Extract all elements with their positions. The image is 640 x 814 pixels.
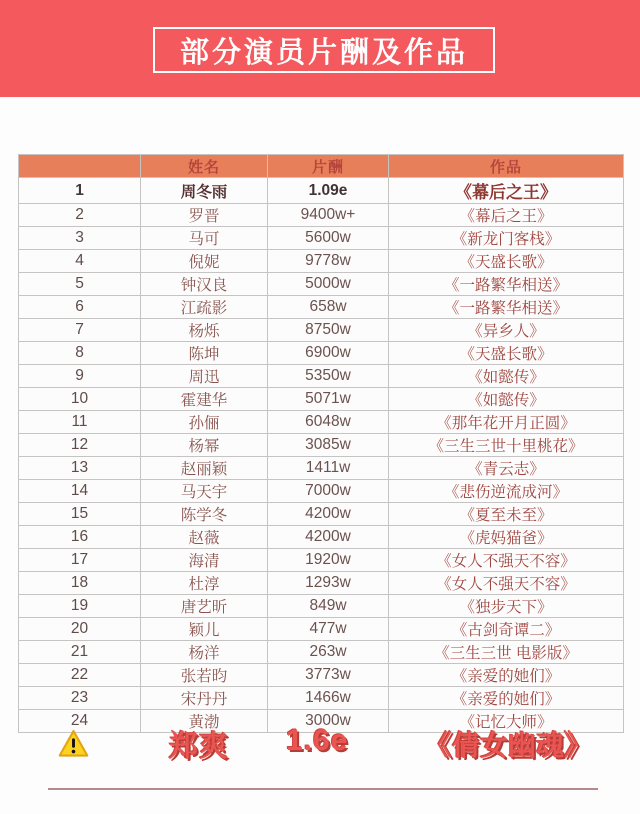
cell-name: 赵薇: [141, 526, 268, 549]
table-row: [19, 549, 624, 572]
cell-rank: 5: [19, 273, 141, 296]
table-body: [19, 178, 624, 733]
cell-name: 钟汉良: [141, 273, 268, 296]
cell-name: 罗晋: [141, 204, 268, 227]
cell-works: 《天盛长歌》: [389, 250, 624, 273]
cell-salary: 1411w: [268, 457, 389, 480]
cell-salary: 7000w: [268, 480, 389, 503]
cell-works: 《如懿传》: [389, 388, 624, 411]
cell-name: 马可: [141, 227, 268, 250]
cell-salary: 1466w: [268, 687, 389, 710]
table-row: [19, 641, 624, 664]
cell-name: 倪妮: [141, 250, 268, 273]
cell-salary: 6048w: [268, 411, 389, 434]
cell-salary: 3000w: [268, 710, 389, 733]
cell-rank: 20: [19, 618, 141, 641]
cell-salary: 3773w: [268, 664, 389, 687]
cell-works: 《三生三世 电影版》: [389, 641, 624, 664]
cell-rank: 21: [19, 641, 141, 664]
footer-actor-name: 郑爽: [169, 731, 230, 763]
cell-salary: 1293w: [268, 572, 389, 595]
cell-works: 《悲伤逆流成河》: [389, 480, 624, 503]
cell-name: 唐艺昕: [141, 595, 268, 618]
cell-rank: 11: [19, 411, 141, 434]
table-row: [19, 342, 624, 365]
table-row: [19, 434, 624, 457]
cell-rank: 22: [19, 664, 141, 687]
bottom-divider: [48, 788, 598, 790]
cell-name: 陈坤: [141, 342, 268, 365]
cell-salary: 5600w: [268, 227, 389, 250]
cell-rank: 3: [19, 227, 141, 250]
cell-name: 周迅: [141, 365, 268, 388]
table-row: [19, 178, 624, 204]
cell-name: 杨幂: [141, 434, 268, 457]
table-row: [19, 227, 624, 250]
header-row: [19, 155, 624, 178]
cell-works: 《一路繁华相送》: [389, 296, 624, 319]
cell-salary: 849w: [268, 595, 389, 618]
table-row: [19, 411, 624, 434]
cell-works: 《虎妈猫爸》: [389, 526, 624, 549]
cell-salary: 9778w: [268, 250, 389, 273]
salary-table: [18, 154, 624, 733]
header-rank: [19, 155, 141, 178]
footer-row: [0, 722, 640, 774]
cell-name: 海清: [141, 549, 268, 572]
cell-rank: 9: [19, 365, 141, 388]
cell-name: 张若昀: [141, 664, 268, 687]
footer-actor-salary: 1.6e: [286, 724, 349, 757]
table-row: [19, 273, 624, 296]
cell-name: 陈学冬: [141, 503, 268, 526]
banner: [0, 0, 640, 97]
cell-works: 《亲爱的她们》: [389, 687, 624, 710]
cell-name: 宋丹丹: [141, 687, 268, 710]
table-row: [19, 319, 624, 342]
table-row: [19, 457, 624, 480]
cell-name: 江疏影: [141, 296, 268, 319]
table-row: [19, 595, 624, 618]
cell-works: 《三生三世十里桃花》: [389, 434, 624, 457]
table-row: [19, 296, 624, 319]
cell-name: 周冬雨: [141, 178, 268, 204]
cell-salary: 9400w+: [268, 204, 389, 227]
cell-rank: 13: [19, 457, 141, 480]
banner-title-box: [153, 27, 495, 73]
table-row: [19, 250, 624, 273]
header-works: 作品: [389, 155, 624, 178]
cell-salary: 5000w: [268, 273, 389, 296]
table-row: [19, 204, 624, 227]
cell-works: 《那年花开月正圆》: [389, 411, 624, 434]
cell-works: 《幕后之王》: [389, 178, 624, 204]
cell-rank: 12: [19, 434, 141, 457]
cell-works: 《亲爱的她们》: [389, 664, 624, 687]
cell-rank: 10: [19, 388, 141, 411]
cell-rank: 8: [19, 342, 141, 365]
table-row: [19, 388, 624, 411]
cell-rank: 18: [19, 572, 141, 595]
table-row: [19, 503, 624, 526]
cell-works: 《青云志》: [389, 457, 624, 480]
cell-works: 《如懿传》: [389, 365, 624, 388]
cell-name: 马天宇: [141, 480, 268, 503]
cell-name: 黄渤: [141, 710, 268, 733]
cell-salary: 3085w: [268, 434, 389, 457]
cell-salary: 4200w: [268, 526, 389, 549]
cell-rank: 7: [19, 319, 141, 342]
table-row: [19, 687, 624, 710]
cell-works: 《记忆大师》: [389, 710, 624, 733]
cell-name: 霍建华: [141, 388, 268, 411]
cell-works: 《独步天下》: [389, 595, 624, 618]
table-row: [19, 365, 624, 388]
cell-rank: 6: [19, 296, 141, 319]
cell-rank: 14: [19, 480, 141, 503]
cell-name: 杨洋: [141, 641, 268, 664]
table-row: [19, 572, 624, 595]
cell-works: 《天盛长歌》: [389, 342, 624, 365]
cell-salary: 1920w: [268, 549, 389, 572]
cell-works: 《女人不强天不容》: [389, 549, 624, 572]
cell-rank: 16: [19, 526, 141, 549]
warning-triangle-icon: [58, 728, 89, 759]
table-header: [19, 155, 624, 178]
cell-name: 赵丽颖: [141, 457, 268, 480]
header-name: 姓名: [141, 155, 268, 178]
footer-actor-works: 《倩女幽魂》: [424, 730, 593, 761]
cell-rank: 19: [19, 595, 141, 618]
cell-works: 《古剑奇谭二》: [389, 618, 624, 641]
cell-salary: 1.09e: [268, 178, 389, 204]
cell-rank: 2: [19, 204, 141, 227]
cell-salary: 477w: [268, 618, 389, 641]
cell-salary: 658w: [268, 296, 389, 319]
cell-name: 孙俪: [141, 411, 268, 434]
cell-salary: 8750w: [268, 319, 389, 342]
cell-salary: 263w: [268, 641, 389, 664]
cell-salary: 4200w: [268, 503, 389, 526]
cell-works: 《新龙门客栈》: [389, 227, 624, 250]
page-title: 部分演员片酬及作品: [179, 36, 468, 69]
cell-rank: 17: [19, 549, 141, 572]
cell-works: 《夏至未至》: [389, 503, 624, 526]
header-salary: 片酬: [268, 155, 389, 178]
cell-rank: 15: [19, 503, 141, 526]
cell-name: 杨烁: [141, 319, 268, 342]
table-row: [19, 480, 624, 503]
cell-works: 《一路繁华相送》: [389, 273, 624, 296]
table-row: [19, 526, 624, 549]
cell-salary: 5071w: [268, 388, 389, 411]
cell-rank: 4: [19, 250, 141, 273]
cell-salary: 6900w: [268, 342, 389, 365]
cell-salary: 5350w: [268, 365, 389, 388]
cell-works: 《异乡人》: [389, 319, 624, 342]
table-row: [19, 664, 624, 687]
cell-works: 《幕后之王》: [389, 204, 624, 227]
table-row: [19, 618, 624, 641]
cell-name: 杜淳: [141, 572, 268, 595]
cell-rank: 1: [19, 178, 141, 204]
cell-works: 《女人不强天不容》: [389, 572, 624, 595]
cell-rank: 24: [19, 710, 141, 733]
cell-name: 颖儿: [141, 618, 268, 641]
cell-rank: 23: [19, 687, 141, 710]
